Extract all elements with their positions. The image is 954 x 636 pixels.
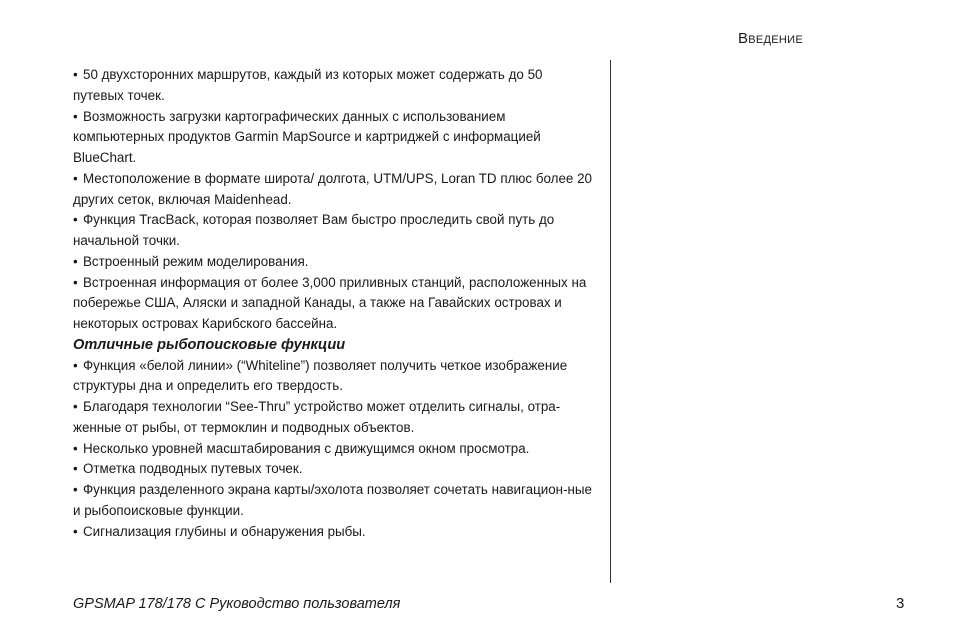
bullet-icon: • (73, 523, 78, 539)
bullet-icon: • (73, 108, 78, 124)
bullet-icon: • (73, 357, 78, 373)
list-item-text: Отметка подводных путевых точек. (83, 461, 303, 477)
fishing-features-heading: Отличные рыбопоисковые функции (73, 336, 346, 353)
bullet-icon: • (73, 440, 78, 456)
bullet-icon: • (73, 67, 78, 82)
bullet-icon: • (73, 170, 78, 186)
list-item (73, 356, 595, 398)
bullet-icon: • (73, 461, 78, 477)
list-item (73, 169, 595, 211)
bullet-icon: • (73, 274, 78, 290)
list-item (73, 480, 595, 522)
fishing-features-list (73, 356, 595, 543)
list-item-text: Сигнализация глубины и обнаружения рыбы. (83, 523, 366, 539)
list-item-text: Местоположение в формате широта/ долгота, UTM/UPS, Loran TD плюс более 20 других сеток, включая Maidenhead. (73, 170, 592, 207)
list-item-text: Функция TracBack, которая позволяет Вам быстро проследить свой путь до начальной точки. (73, 212, 555, 248)
list-item-text: 50 двухсторонних маршрутов, каждый из которых может содержать до 50 путевых точек. (73, 67, 543, 103)
bullet-icon: • (73, 253, 78, 269)
list-item-text: Функция разделенного экрана карты/эхолота позволяет сочетать навигацион-ные и рыбопоисковые функции. (73, 482, 592, 518)
list-item (73, 459, 595, 480)
list-item (73, 210, 595, 252)
list-item-text: Встроенный режим моделирования. (83, 253, 309, 269)
bullet-icon: • (73, 482, 78, 497)
list-item-text: Несколько уровней масштабирования с движущимся окном просмотра. (83, 440, 530, 456)
list-item (73, 252, 595, 273)
list-item (73, 439, 595, 460)
list-item-text: Встроенная информация от более 3,000 приливных станций, расположенных на побережье США, Аляски и западной Канады, а также на Гавайских островах и некоторых островах Карибского бассейна. (73, 274, 587, 331)
column-divider (610, 60, 611, 583)
features-list (73, 65, 595, 335)
page-number: 3 (896, 595, 905, 612)
list-item (73, 397, 595, 439)
main-text-column (73, 65, 595, 542)
list-item-text: Благодаря технологии “See-Thru” устройство может отделить сигналы, отра-женные от рыбы, от термоклин и подводных объектов. (73, 399, 561, 435)
bullet-icon: • (73, 399, 78, 414)
list-item (73, 65, 595, 107)
list-item-text: Функция «белой линии» (“Whiteline”) позволяет получить четкое изображение структуры дна и определить его твердость. (73, 357, 568, 394)
bullet-icon: • (73, 212, 78, 228)
section-header: Введение (737, 30, 803, 47)
manual-title: GPSMAP 178/178 C Руководство пользователя (73, 596, 401, 612)
list-item (73, 273, 595, 335)
list-item (73, 522, 595, 543)
list-item-text: Возможность загрузки картографических данных с использованием компьютерных продуктов Garmin MapSource и картриджей с информацией BlueChart. (73, 108, 541, 165)
list-item (73, 107, 595, 169)
